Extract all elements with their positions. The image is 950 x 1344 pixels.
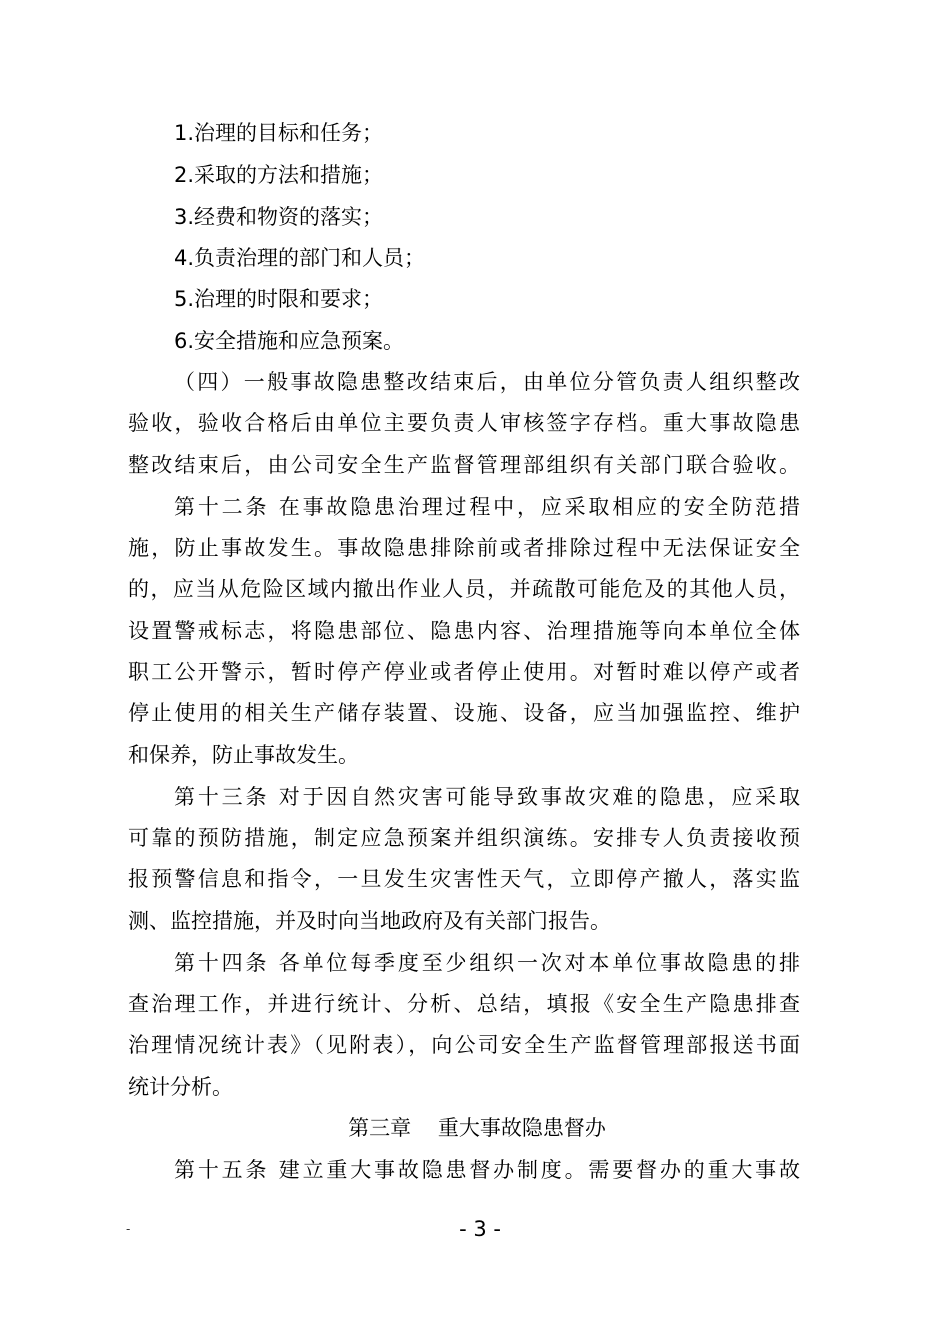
article-15-line: 第十五条 建立重大事故隐患督办制度。需要督办的重大事故 [174, 1158, 800, 1182]
paragraph-si-line: （四）一般事故隐患整改结束后，由单位分管负责人组织整改 [174, 370, 800, 394]
list-item-6: 6.安全措施和应急预案。 [174, 329, 405, 353]
article-14-line: 查治理工作，并进行统计、分析、总结，填报《安全生产隐患排查 [128, 992, 800, 1016]
article-13-line: 测、监控措施，并及时向当地政府及有关部门报告。 [128, 909, 611, 933]
paragraph-si-line: 整改结束后，由公司安全生产监督管理部组织有关部门联合验收。 [128, 453, 800, 477]
article-13-line: 可靠的预防措施，制定应急预案并组织演练。安排专人负责接收预 [128, 826, 800, 850]
article-12-line: 第十二条 在事故隐患治理过程中，应采取相应的安全防范措 [174, 495, 800, 519]
article-12-line: 施，防止事故发生。事故隐患排除前或者排除过程中无法保证安全 [128, 536, 800, 560]
list-item-2: 2.采取的方法和措施； [174, 163, 384, 187]
article-14-line: 治理情况统计表》（见附表），向公司安全生产监督管理部报送书面 [128, 1033, 800, 1057]
page-number: - 3 - [459, 1217, 501, 1241]
article-12-line: 停止使用的相关生产储存装置、设施、设备，应当加强监控、维护 [128, 701, 800, 725]
chapter-heading: 第三章 重大事故隐患督办 [348, 1116, 606, 1140]
list-item-1: 1.治理的目标和任务； [174, 121, 384, 145]
article-14-line: 第十四条 各单位每季度至少组织一次对本单位事故隐患的排 [174, 951, 800, 975]
article-13-line: 第十三条 对于因自然灾害可能导致事故灾难的隐患，应采取 [174, 785, 800, 809]
list-item-5: 5.治理的时限和要求； [174, 287, 384, 311]
footer-mark: - [126, 1222, 131, 1236]
article-12-line: 职工公开警示，暂时停产停业或者停止使用。对暂时难以停产或者 [128, 660, 800, 684]
article-13-line: 报预警信息和指令，一旦发生灾害性天气，立即停产撤人，落实监 [128, 867, 800, 891]
article-14-line: 统计分析。 [128, 1075, 233, 1099]
list-item-4: 4.负责治理的部门和人员； [174, 246, 426, 270]
article-12-line: 的，应当从危险区域内撤出作业人员，并疏散可能危及的其他人员， [128, 577, 800, 601]
article-12-line: 设置警戒标志，将隐患部位、隐患内容、治理措施等向本单位全体 [128, 619, 800, 643]
list-item-3: 3.经费和物资的落实； [174, 205, 384, 229]
article-12-line: 和保养，防止事故发生。 [128, 743, 359, 767]
paragraph-si-line: 验收，验收合格后由单位主要负责人审核签字存档。重大事故隐患 [128, 411, 800, 435]
